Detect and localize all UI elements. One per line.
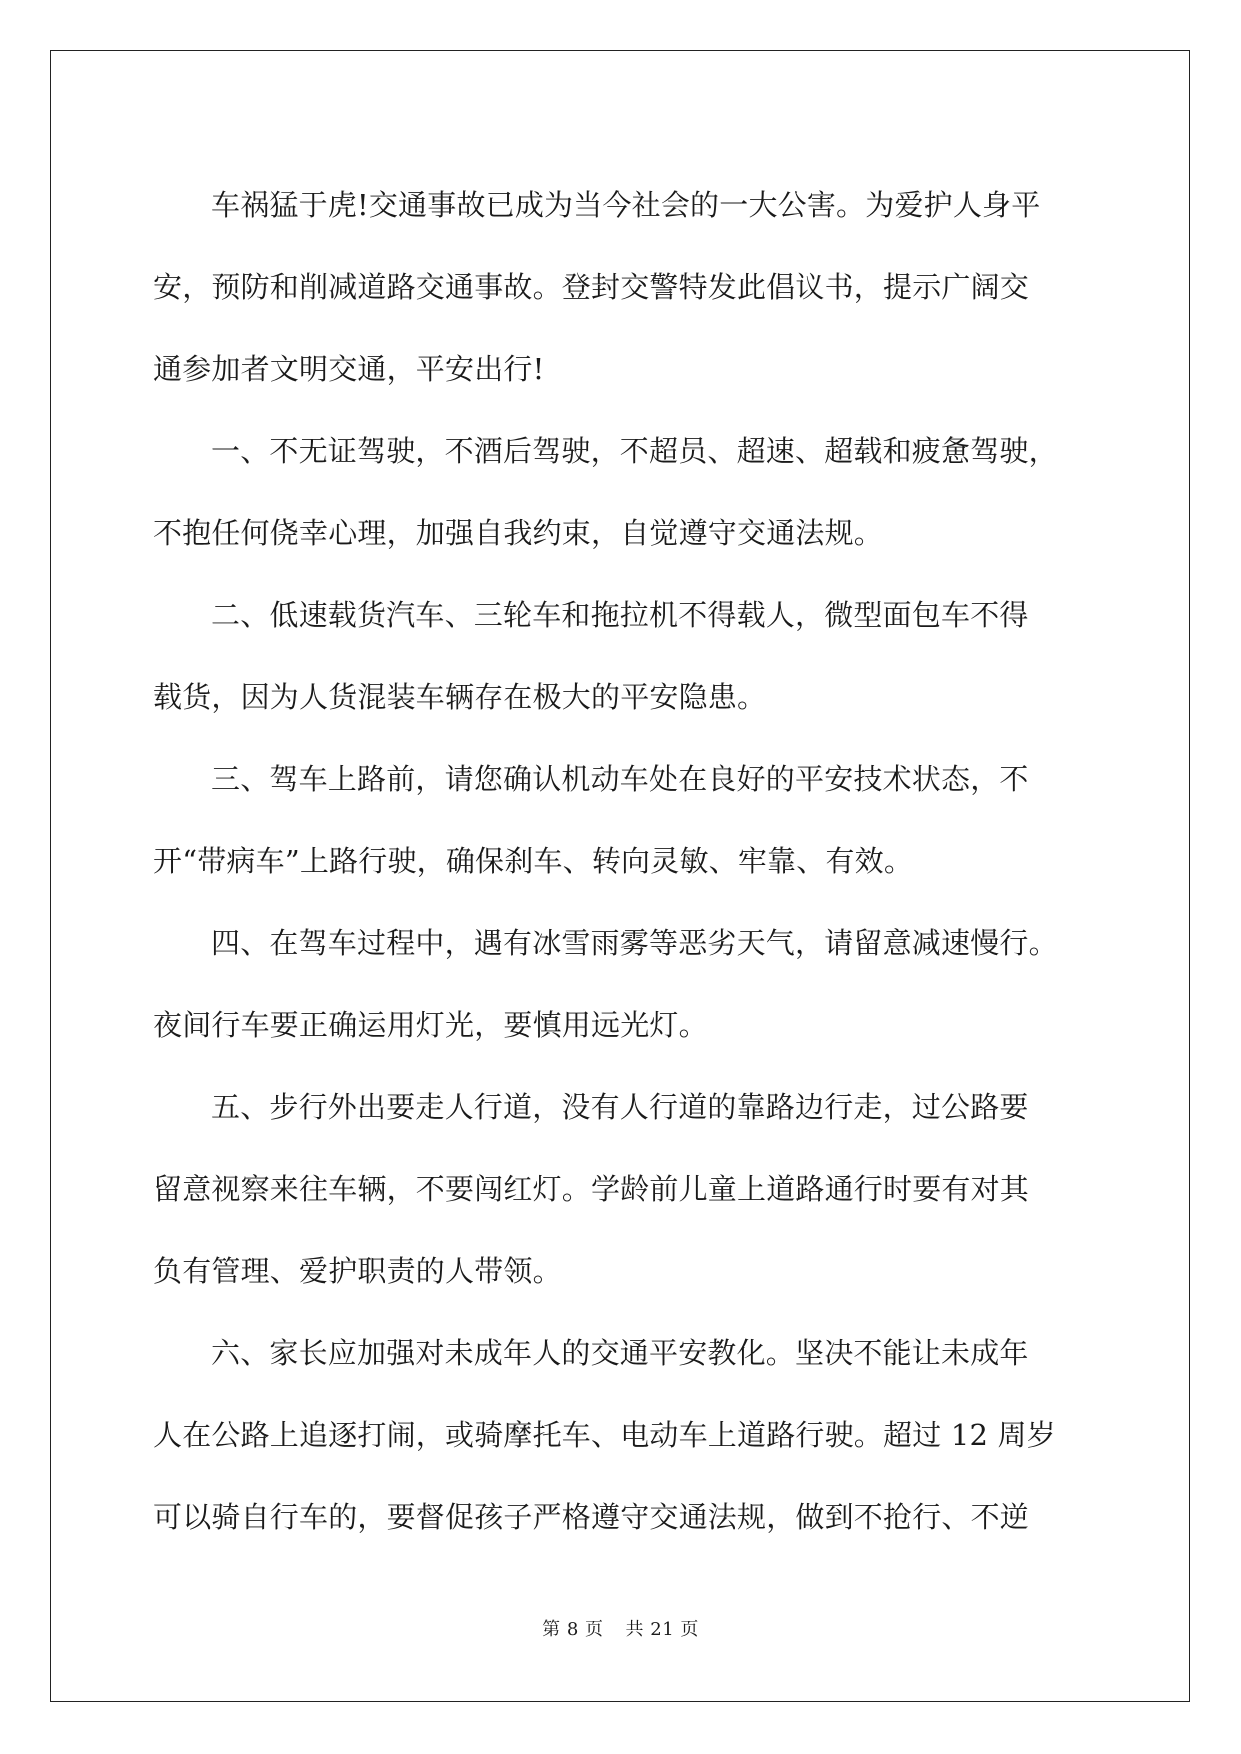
paragraph-item-3: [153, 738, 1087, 902]
paragraph-item-2: [153, 574, 1087, 738]
text-line: 一、不无证驾驶，不酒后驾驶，不超员、超速、超载和疲惫驾驶，: [211, 434, 1058, 468]
paragraph-item-6: [153, 1312, 1087, 1558]
page-footer: [0, 1615, 1241, 1641]
text-line: 不抱任何侥幸心理，加强自我约束，自觉遵守交通法规。: [153, 516, 884, 550]
text-line: 五、步行外出要走人行道，没有人行道的靠路边行走，过公路要: [211, 1090, 1029, 1124]
text-line: 四、在驾车过程中，遇有冰雪雨雾等恶劣天气，请留意减速慢行。: [211, 926, 1058, 960]
text-line: 二、低速载货汽车、三轮车和拖拉机不得载人，微型面包车不得: [211, 598, 1029, 632]
text-line: 夜间行车要正确运用灯光，要慎用远光灯。: [153, 1008, 708, 1042]
paragraph-item-1: [153, 410, 1087, 574]
text-line: 通参加者文明交通，平安出行!: [153, 352, 545, 386]
text-line: 人在公路上追逐打闹，或骑摩托车、电动车上道路行驶。超过 12 周岁: [153, 1418, 1056, 1452]
text-line: 负有管理、爱护职责的人带领。: [153, 1254, 562, 1288]
document-body: [153, 164, 1087, 1558]
text-line: 安，预防和削减道路交通事故。登封交警特发此倡议书，提示广阔交: [153, 270, 1030, 304]
text-line: 可以骑自行车的，要督促孩子严格遵守交通法规，做到不抢行、不逆: [153, 1500, 1030, 1534]
text-line: 车祸猛于虎!交通事故已成为当今社会的一大公害。为爱护人身平: [211, 188, 1041, 222]
paragraph-item-5: [153, 1066, 1087, 1312]
text-line: 三、驾车上路前，请您确认机动车处在良好的平安技术状态，不: [211, 762, 1029, 796]
text-line: 六、家长应加强对未成年人的交通平安教化。坚决不能让未成年: [211, 1336, 1029, 1370]
paragraph-item-4: [153, 902, 1087, 1066]
page-total: 共 21 页: [625, 1619, 699, 1640]
text-line: 开“带病车”上路行驶，确保刹车、转向灵敏、牢靠、有效。: [153, 844, 914, 878]
paragraph-intro: [153, 164, 1087, 410]
text-line: 载货，因为人货混装车辆存在极大的平安隐患。: [153, 680, 767, 714]
text-line: 留意视察来往车辆，不要闯红灯。学龄前儿童上道路通行时要有对其: [153, 1172, 1030, 1206]
page-number: 第 8 页: [542, 1619, 604, 1640]
